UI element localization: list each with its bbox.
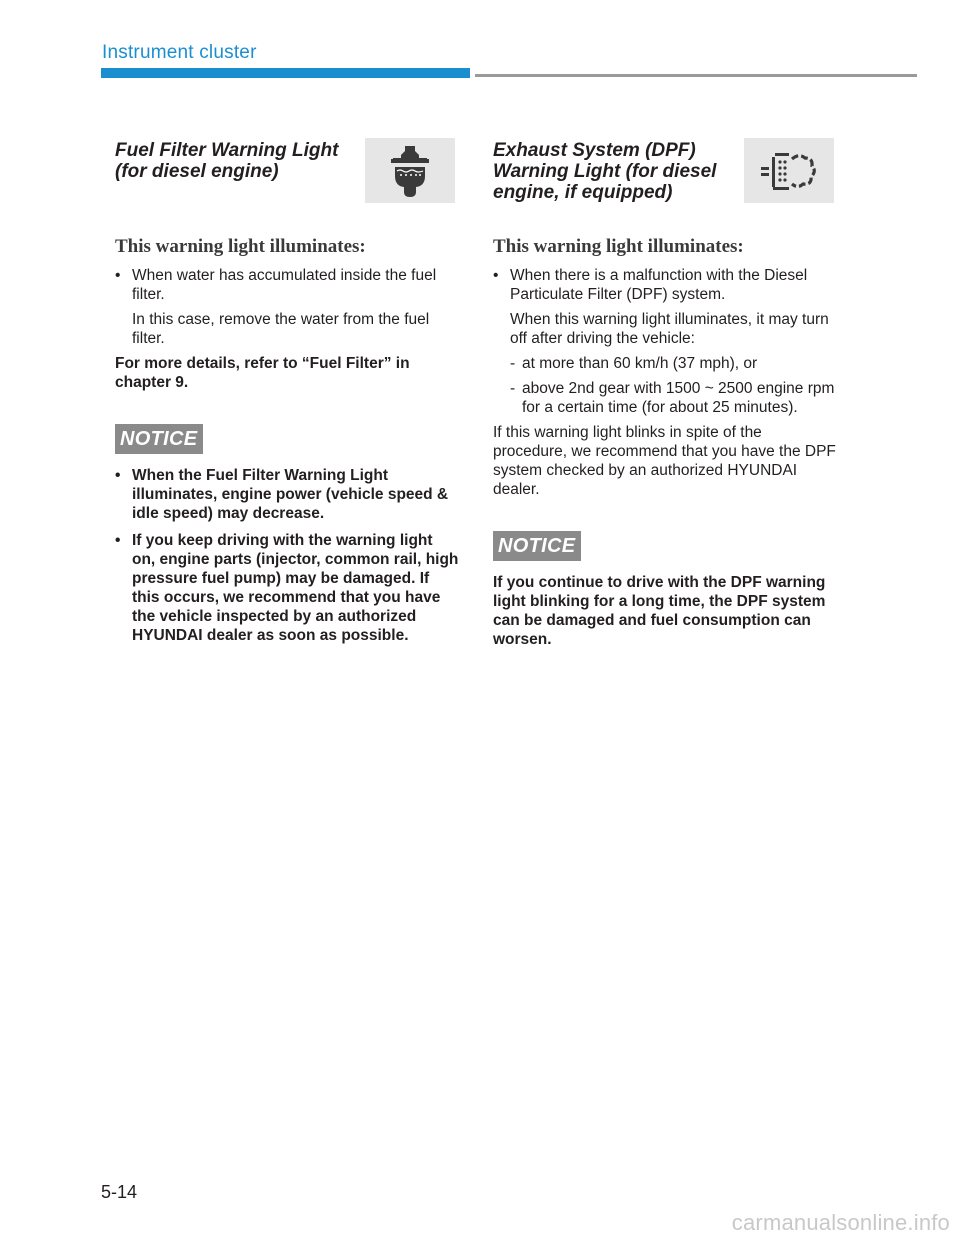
fuel-filter-notice-item-1: • When the Fuel Filter Warning Light illuminates, engine power (vehicle speed & idle speed) may decrease. (115, 466, 460, 523)
dash-mark: - (510, 355, 516, 372)
dpf-dash-item-2 (493, 379, 838, 417)
dpf-warning-icon (759, 149, 819, 193)
dpf-dash-text-2: above 2nd gear with 1500 ~ 2500 engine rpm for a certain time (for about 25 minutes). (522, 380, 835, 416)
dpf-notice-text: If you continue to drive with the DPF warning light blinking for a long time, the DPF system can be damaged and fuel consumption can worsen. (493, 574, 826, 648)
header-rule-accent (101, 68, 470, 78)
fuel-filter-refer: For more details, refer to “Fuel Filter” in chapter 9. (115, 355, 410, 391)
header-title: Instrument cluster (102, 42, 257, 63)
dpf-dash-item-1 (493, 354, 838, 373)
dpf-dash-text-1: at more than 60 km/h (37 mph), or (522, 355, 758, 372)
dpf-title-row (493, 138, 838, 204)
fuel-filter-title-row (115, 138, 460, 204)
fuel-filter-title: Fuel Filter Warning Light (for diesel engine) (115, 140, 339, 182)
fuel-filter-notice-item-2: • If you keep driving with the warning light on, engine parts (injector, common rail, high pressure fuel pump) may be damaged. If this occurs, we recommend that you have the vehicle inspected by an authorized HYUNDAI dealer as soon as possible. (115, 531, 460, 645)
dpf-title: Exhaust System (DPF) Warning Light (for diesel engine, if equipped) (493, 140, 717, 203)
watermark: carmanualsonline.info (731, 1210, 950, 1235)
dpf-subhead: This warning light illuminates: (493, 236, 744, 257)
fuel-filter-subhead: This warning light illuminates: (115, 236, 366, 257)
fuel-filter-notice-label: NOTICE (115, 424, 203, 454)
fuel-filter-icon-box (365, 138, 455, 203)
fuel-filter-bullet-1-note: In this case, remove the water from the fuel filter. (132, 311, 430, 347)
fuel-filter-warning-icon (389, 142, 431, 200)
dpf-bullet-1: • When there is a malfunction with the Diesel Particulate Filter (DPF) system. (493, 266, 838, 304)
page-number: 5-14 (101, 1182, 138, 1202)
fuel-filter-bullet-1: • When water has accumulated inside the fuel filter. (115, 266, 460, 304)
dpf-bullet-1-note: When this warning light illuminates, it may turn off after driving the vehicle: (510, 311, 829, 347)
dpf-notice-label: NOTICE (493, 531, 581, 561)
fuel-filter-section (115, 138, 460, 653)
dpf-paragraph: If this warning light blinks in spite of the procedure, we recommend that you have the DPF system checked by an authorized HYUNDAI dealer. (493, 424, 836, 498)
dpf-icon-box (744, 138, 834, 203)
dpf-section (493, 138, 838, 649)
dash-mark: - (510, 380, 516, 397)
header-rule-gray (475, 74, 917, 77)
